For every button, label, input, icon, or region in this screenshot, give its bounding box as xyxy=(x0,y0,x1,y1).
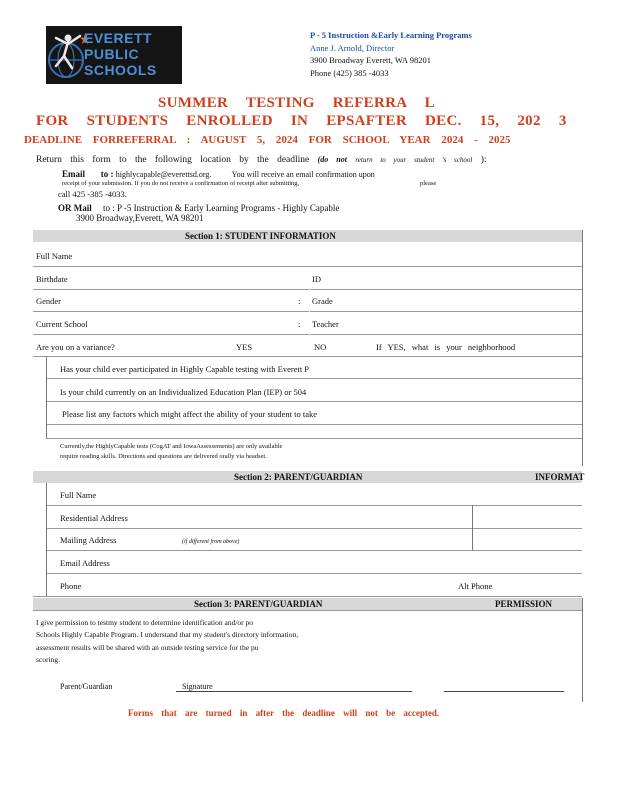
birthdate-field[interactable] xyxy=(33,289,309,290)
testing-note-line2: require reading skills. Directions and questions are delivered orally via headset. xyxy=(60,453,267,460)
parent-full-name-field[interactable] xyxy=(46,505,582,506)
student-full-name-label: Full Name xyxy=(36,251,73,261)
office-address: 3900 Broadway Everett, WA 98201 xyxy=(310,55,431,65)
gender-colon: : xyxy=(298,296,301,306)
gender-label: Gender xyxy=(36,296,62,306)
phone-label: Phone xyxy=(60,581,82,591)
section3-header xyxy=(33,598,582,610)
residential-address-field[interactable] xyxy=(46,528,582,529)
phone-field[interactable] xyxy=(33,596,582,597)
mail-address: 3900 Broadway,Everett, WA 98201 xyxy=(76,213,204,223)
testing-note-line1: Currently,the HighlyCapable tests (CogAT and IowaAssessements) are only available xyxy=(60,443,283,450)
grade-label: Grade xyxy=(312,296,333,306)
permission-text-line1: I give permission to testmy student to determine identification and/or po xyxy=(36,618,254,627)
gender-field[interactable] xyxy=(33,311,309,312)
variance-row-line xyxy=(33,356,582,357)
email-to-label: to : xyxy=(100,169,114,179)
mailing-address-label: Mailing Address xyxy=(60,535,117,545)
receipt-note: receipt of your submission. If you do not receive a confirmation of receipt after submitting, xyxy=(62,180,300,187)
iep-question: Is your child currently on an Individualized Education Plan (IEP) or 504 xyxy=(60,387,307,397)
iep-line[interactable] xyxy=(46,401,582,402)
variance-no-option[interactable]: NO xyxy=(314,342,327,352)
parent-guardian-label: Parent/Guardian xyxy=(60,682,113,691)
logo-text-line2: PUBLIC xyxy=(84,46,140,62)
mail-to-text: to : P -5 Instruction & Early Learning Programs - Highly Capable xyxy=(103,203,340,213)
current-school-label: Current School xyxy=(36,319,88,329)
student-id-label: ID xyxy=(312,274,321,284)
birthdate-label: Birthdate xyxy=(36,274,68,284)
please-note: please xyxy=(420,180,437,187)
permission-text-line3: assessment results will be shared with an outside testing service for the pu xyxy=(36,643,259,652)
grade-field[interactable] xyxy=(310,311,582,312)
deadline-line: DEADLINE FORREFERRAL : AUGUST 5, 2024 FOR SCHOOL YEAR 2024 - 2025 xyxy=(24,134,511,146)
or-mail-label: OR Mail xyxy=(58,203,92,213)
questions-left-border xyxy=(46,356,47,438)
section2-title-right: INFORMAT xyxy=(535,472,585,482)
variance-question: Are you on a variance? xyxy=(36,342,115,352)
email-address-link[interactable]: highlycapable@everettsd.org. xyxy=(115,170,212,179)
signature-field[interactable] xyxy=(176,691,412,692)
participated-question: Has your child ever participated in Highly Capable testing with Everett P xyxy=(60,364,310,374)
signature-label: Signature xyxy=(182,682,213,691)
office-phone: Phone (425) 385 -4033 xyxy=(310,68,389,78)
logo-text-line1: EVERETT xyxy=(84,30,153,46)
return-instruction xyxy=(36,155,487,165)
date-field[interactable] xyxy=(444,691,564,692)
neighborhood-question: If YES, what is your neighborhood xyxy=(376,342,516,352)
alt-phone-label: Alt Phone xyxy=(458,581,493,591)
email-line xyxy=(62,169,375,179)
permission-text-line4: scoring. xyxy=(36,655,60,664)
section3-title-right: PERMISSION xyxy=(495,599,553,609)
variance-yes-option[interactable]: YES xyxy=(236,342,253,352)
section3-top-line xyxy=(33,610,582,611)
district-logo xyxy=(46,26,182,84)
teacher-field[interactable] xyxy=(310,334,582,335)
close-paren: ): xyxy=(480,155,487,165)
participated-line[interactable] xyxy=(46,378,582,379)
mailing-address-note: (if different from above) xyxy=(182,539,240,545)
factors-question: Please list any factors which might affect the ability of your student to take xyxy=(62,409,318,419)
return-note: return to your student 's school xyxy=(355,156,473,164)
logo-text-line3: SCHOOLS xyxy=(84,62,157,78)
residential-address-label: Residential Address xyxy=(60,513,128,523)
section2-title: Section 2: PARENT/GUARDIAN xyxy=(234,472,363,482)
section3-title: Section 3: PARENT/GUARDIAN xyxy=(194,599,323,609)
current-school-field[interactable] xyxy=(33,334,309,335)
parent-email-field[interactable] xyxy=(46,573,582,574)
do-not-text: (do not xyxy=(317,155,347,164)
section2-left-border xyxy=(46,483,47,596)
student-id-field[interactable] xyxy=(310,289,582,290)
parent-full-name-label: Full Name xyxy=(60,490,97,500)
email-method-label: Email xyxy=(62,169,86,179)
mailing-address-field[interactable] xyxy=(46,550,582,551)
form-title: SUMMER TESTING REFERRA L xyxy=(158,95,435,111)
late-forms-notice: Forms that are turned in after the deadline will not be accepted. xyxy=(128,708,440,718)
section2-inner-divider xyxy=(472,505,473,550)
mail-line xyxy=(58,203,339,213)
teacher-label: Teacher xyxy=(312,319,339,329)
school-colon: : xyxy=(298,319,301,329)
section3-right-border xyxy=(582,598,583,702)
program-name: P - 5 Instruction &Early Learning Programs xyxy=(310,30,472,40)
email-confirmation-note: You will receive an email confirmation upon xyxy=(231,170,375,179)
factors-line-1[interactable] xyxy=(46,424,582,425)
form-subtitle: FOR STUDENTS ENROLLED IN EPSAFTER DEC. 15, 202 3 xyxy=(36,113,567,129)
permission-text-line2: Schools Highly Capable Program. I understand that my student's directory information, xyxy=(36,630,299,639)
director-name: Anne J. Arnold, Director xyxy=(310,43,395,53)
section1-title: Section 1: STUDENT INFORMATION xyxy=(185,231,336,241)
return-text: Return this form to the following location by the deadline xyxy=(36,155,310,165)
factors-line-2[interactable] xyxy=(46,438,582,439)
call-note: call 425 -385 -4033. xyxy=(58,189,127,199)
parent-email-label: Email Address xyxy=(60,558,110,568)
section1-header xyxy=(33,230,582,242)
student-full-name-field[interactable] xyxy=(33,266,582,267)
right-border xyxy=(582,230,583,466)
section2-header xyxy=(33,471,585,483)
